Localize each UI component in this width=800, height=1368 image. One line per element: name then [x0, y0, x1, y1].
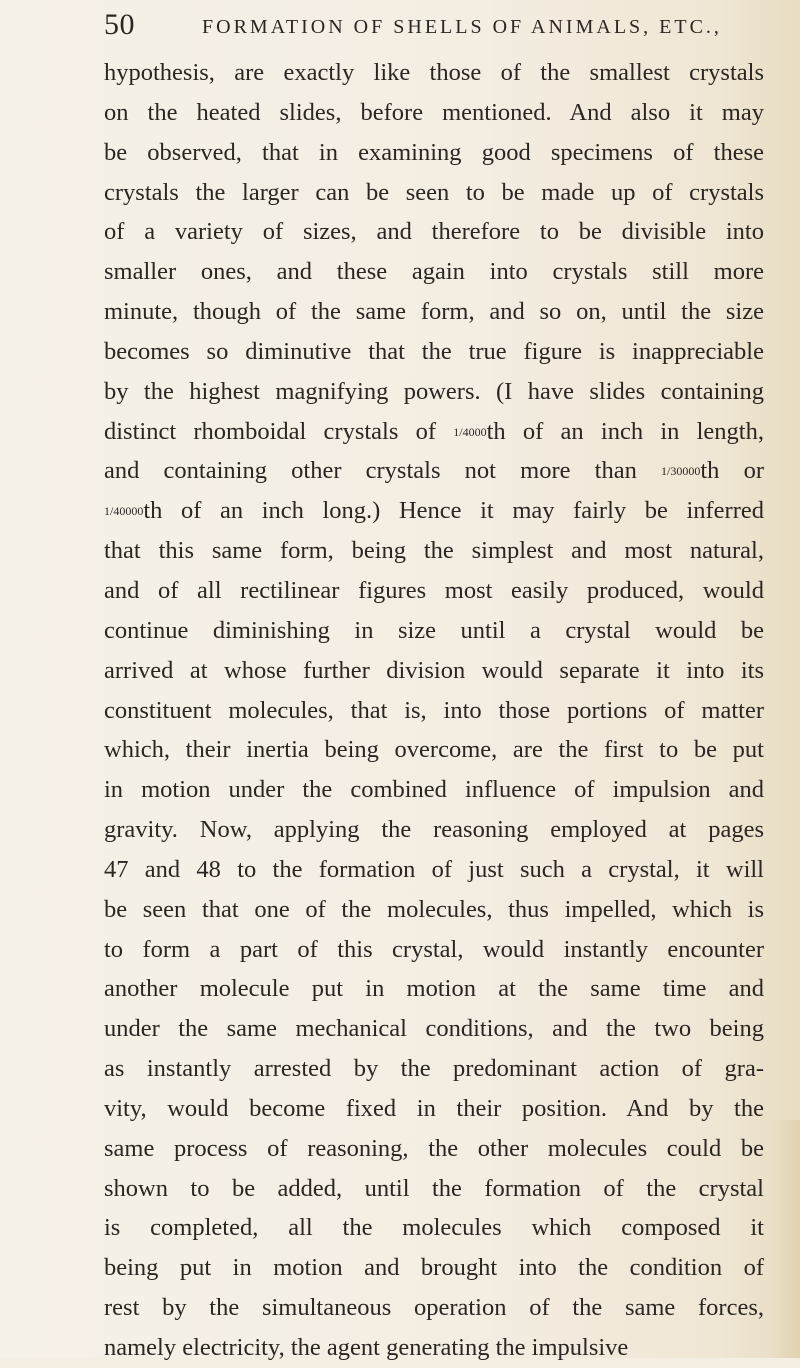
text-fragment: distinct rhomboidal crystals of: [104, 417, 454, 445]
fraction: 1/40000: [104, 504, 144, 519]
text-line: on the heated slides, before mentioned. And also it may: [104, 98, 764, 126]
text-line: in motion under the combined influence of impulsion and: [104, 776, 764, 804]
text-line: and of all rectilinear figures most easily produced, would: [104, 576, 764, 604]
text-line: be seen that one of the molecules, thus impelled, which is: [104, 895, 764, 923]
fraction: 1/30000: [661, 464, 701, 479]
text-line: be observed, that in examining good specimens of these: [104, 138, 764, 166]
text-line: another molecule put in motion at the same time and: [104, 975, 764, 1003]
text-line: gravity. Now, applying the reasoning employed at pages: [104, 816, 764, 844]
text-line: minute, though of the same form, and so on, until the size: [104, 298, 764, 326]
text-line: to form a part of this crystal, would instantly encounter: [104, 935, 764, 963]
text-fragment: and containing other crystals not more than: [104, 457, 662, 485]
text-line: under the same mechanical conditions, and the two being: [104, 1015, 764, 1043]
text-line: which, their inertia being overcome, are the first to be put: [104, 736, 764, 764]
text-fragment: th of an inch in length,: [486, 417, 764, 445]
text-line: crystals the larger can be seen to be made up of crystals: [104, 178, 764, 206]
running-head: [104, 8, 784, 48]
text-line: of a variety of sizes, and therefore to be divisible into: [104, 218, 764, 246]
body-text: [104, 53, 764, 1368]
text-line: hypothesis, are exactly like those of the smallest crystals: [104, 59, 764, 86]
text-line-fraction: [104, 451, 764, 491]
page-number: 50: [104, 8, 135, 41]
text-line: namely electricity, the agent generating the impulsive: [104, 1334, 629, 1361]
text-fragment: th or: [700, 457, 764, 485]
text-line: 47 and 48 to the formation of just such a crystal, it will: [104, 855, 764, 883]
text-line: same process of reasoning, the other molecules could be: [104, 1134, 764, 1162]
text-line: that this same form, being the simplest and most natural,: [104, 537, 764, 565]
text-line: becomes so diminutive that the true figure is inappreciable: [104, 337, 764, 365]
text-line-fraction: [104, 491, 764, 531]
text-line-fraction: [104, 412, 764, 452]
fraction: 1/4000: [453, 424, 487, 439]
text-line: arrived at whose further division would separate it into its: [104, 656, 764, 684]
text-line: is completed, all the molecules which composed it: [104, 1214, 764, 1242]
text-line: being put in motion and brought into the condition of: [104, 1254, 764, 1282]
text-line: vity, would become fixed in their position. And by the: [104, 1094, 764, 1122]
text-line: rest by the simultaneous operation of the same forces,: [104, 1294, 764, 1322]
text-line: constituent molecules, that is, into those portions of matter: [104, 696, 764, 724]
running-title: FORMATION OF SHELLS OF ANIMALS, ETC.,: [202, 16, 722, 38]
text-line: as instantly arrested by the predominant action of gra-: [104, 1055, 764, 1083]
text-fragment: th of an inch long.) Hence it may fairly be inferred: [143, 497, 764, 525]
page-edge-stain: [770, 1120, 800, 1358]
text-line: continue diminishing in size until a crystal would be: [104, 616, 764, 644]
text-line: smaller ones, and these again into crystals still more: [104, 258, 764, 286]
text-line: shown to be added, until the formation of the crystal: [104, 1174, 764, 1202]
text-line: by the highest magnifying powers. (I have slides containing: [104, 377, 764, 405]
